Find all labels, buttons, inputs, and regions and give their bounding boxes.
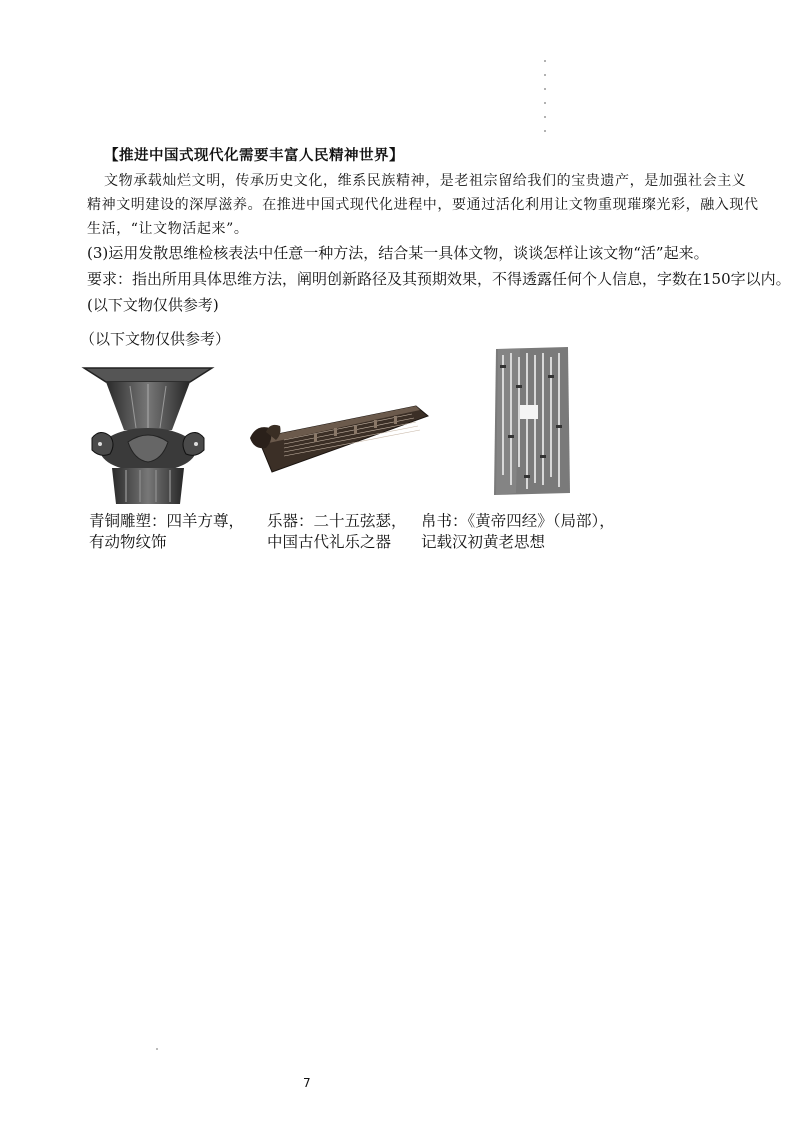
artifact-caption-2-line2: 中国古代礼乐之器 — [267, 533, 392, 551]
material-line-3: 生活，“让文物活起来”。 — [87, 221, 249, 237]
artifact-caption-1-line2: 有动物纹饰 — [89, 533, 167, 551]
zither-se-instrument-icon — [244, 398, 430, 478]
margin-dots — [543, 60, 547, 140]
section-title: 【推进中国式现代化需要丰富人民精神世界】 — [104, 147, 404, 164]
artifact-caption-2-line1: 乐器：二十五弦瑟， — [267, 512, 407, 530]
artifact-caption-3-line1: 帛书：《黄帝四经》（局部）， — [421, 512, 615, 530]
bronze-zun-vessel-icon — [78, 360, 218, 508]
material-line-1: 文物承载灿烂文明，传承历史文化，维系民族精神，是老祖宗留给我们的宝贵遗产，是加强社会主义 — [104, 173, 747, 189]
artifact-caption-3-line2: 记载汉初黄老思想 — [421, 533, 546, 551]
margin-dot — [156, 1048, 158, 1050]
silk-manuscript-icon — [490, 345, 572, 497]
question-requirement: 要求：指出所用具体思维方法，阐明创新路径及其预期效果，不得透露任何个人信息，字数在150字以内。 — [87, 270, 791, 288]
material-line-2: 精神文明建设的深厚滋养。在推进中国式现代化进程中，要通过活化利用让文物重现璀璨光彩，融入现代 — [87, 197, 759, 213]
figure-heading: （以下文物仅供参考） — [80, 330, 231, 348]
page-number: 7 — [303, 1076, 311, 1090]
artifact-caption-1-line1: 青铜雕塑：四羊方尊， — [89, 512, 245, 530]
question-note: (以下文物仅供参考) — [87, 296, 219, 314]
question-prompt: (3)运用发散思维检核表法中任意一种方法，结合某一具体文物，谈谈怎样让该文物“活”起来。 — [87, 244, 709, 262]
